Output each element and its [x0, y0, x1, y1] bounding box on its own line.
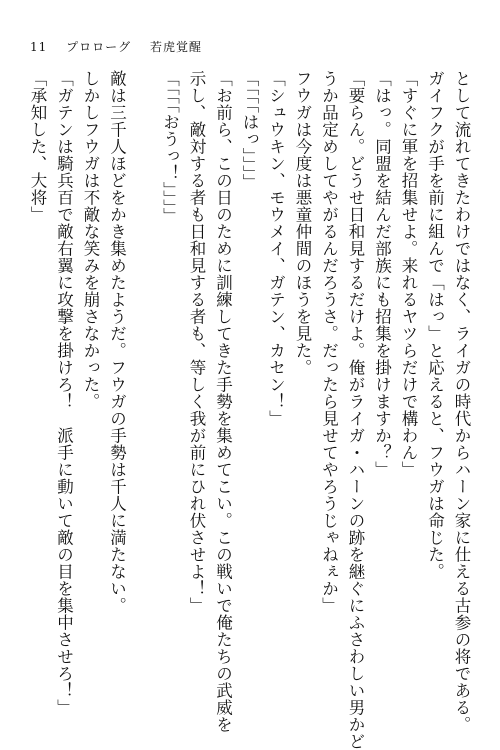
text-line: フウガは今度は悪童仲間のほうを見た。	[293, 70, 312, 376]
scene-break	[130, 70, 157, 670]
text-line: 「はっ。同盟を結んだ部族にも招集を掛けますか？」	[372, 70, 392, 478]
running-header	[30, 38, 202, 55]
text-line: 「すぐに軍を招集せよ。来れるヤツらだけで構わん」	[399, 70, 418, 478]
text-line: うか品定めしてやがるんだろうさ。だったら見せてやろうじゃねぇか」	[319, 70, 339, 614]
chapter-title: プロローグ	[66, 40, 132, 54]
text-line: 「お前ら、この日のために訓練してきた手勢を集めてこい。この戦いで俺たちの武威を	[213, 70, 233, 733]
text-line: として流れてきたわけではなく、ライガの時代からハーン家に仕える古参の将である。	[452, 70, 471, 733]
text-line: 「ガテンは騎兵百で敵右翼に攻撃を掛けろ！ 派手に動いて敵の目を集中させろ！」	[54, 70, 74, 716]
text-line: 「承知した、大将」	[28, 70, 47, 223]
vertical-body-text	[24, 70, 475, 750]
page-number: 11	[30, 40, 48, 54]
text-line: 示し、敵対する者も日和見する者も、等しく我が前にひれ伏させよ！」	[187, 70, 206, 614]
section-title: 若虎覚醒	[149, 40, 202, 54]
text-line: 「「「「はっ」」」」	[240, 70, 259, 191]
text-line: 敵は三千人ほどをかき集めたようだ。フウガの手勢は千人に満たない。	[107, 70, 127, 614]
text-line: 「「「「おうっ！」」」」	[160, 70, 180, 225]
text-line: しかしフウガは不敵な笑みを崩さなかった。	[81, 70, 100, 410]
text-line: 「要らん。どうせ日和見するだけよ。俺がライガ・ハーンの跡を継ぐにふさわしい男かど	[346, 70, 365, 750]
text-line: ガイフクが手を前に組んで「はっ」と応えると、フウガは命じた。	[425, 70, 445, 580]
text-line: 「シュウキン、モウメイ、ガテン、カセン！」	[266, 70, 286, 427]
